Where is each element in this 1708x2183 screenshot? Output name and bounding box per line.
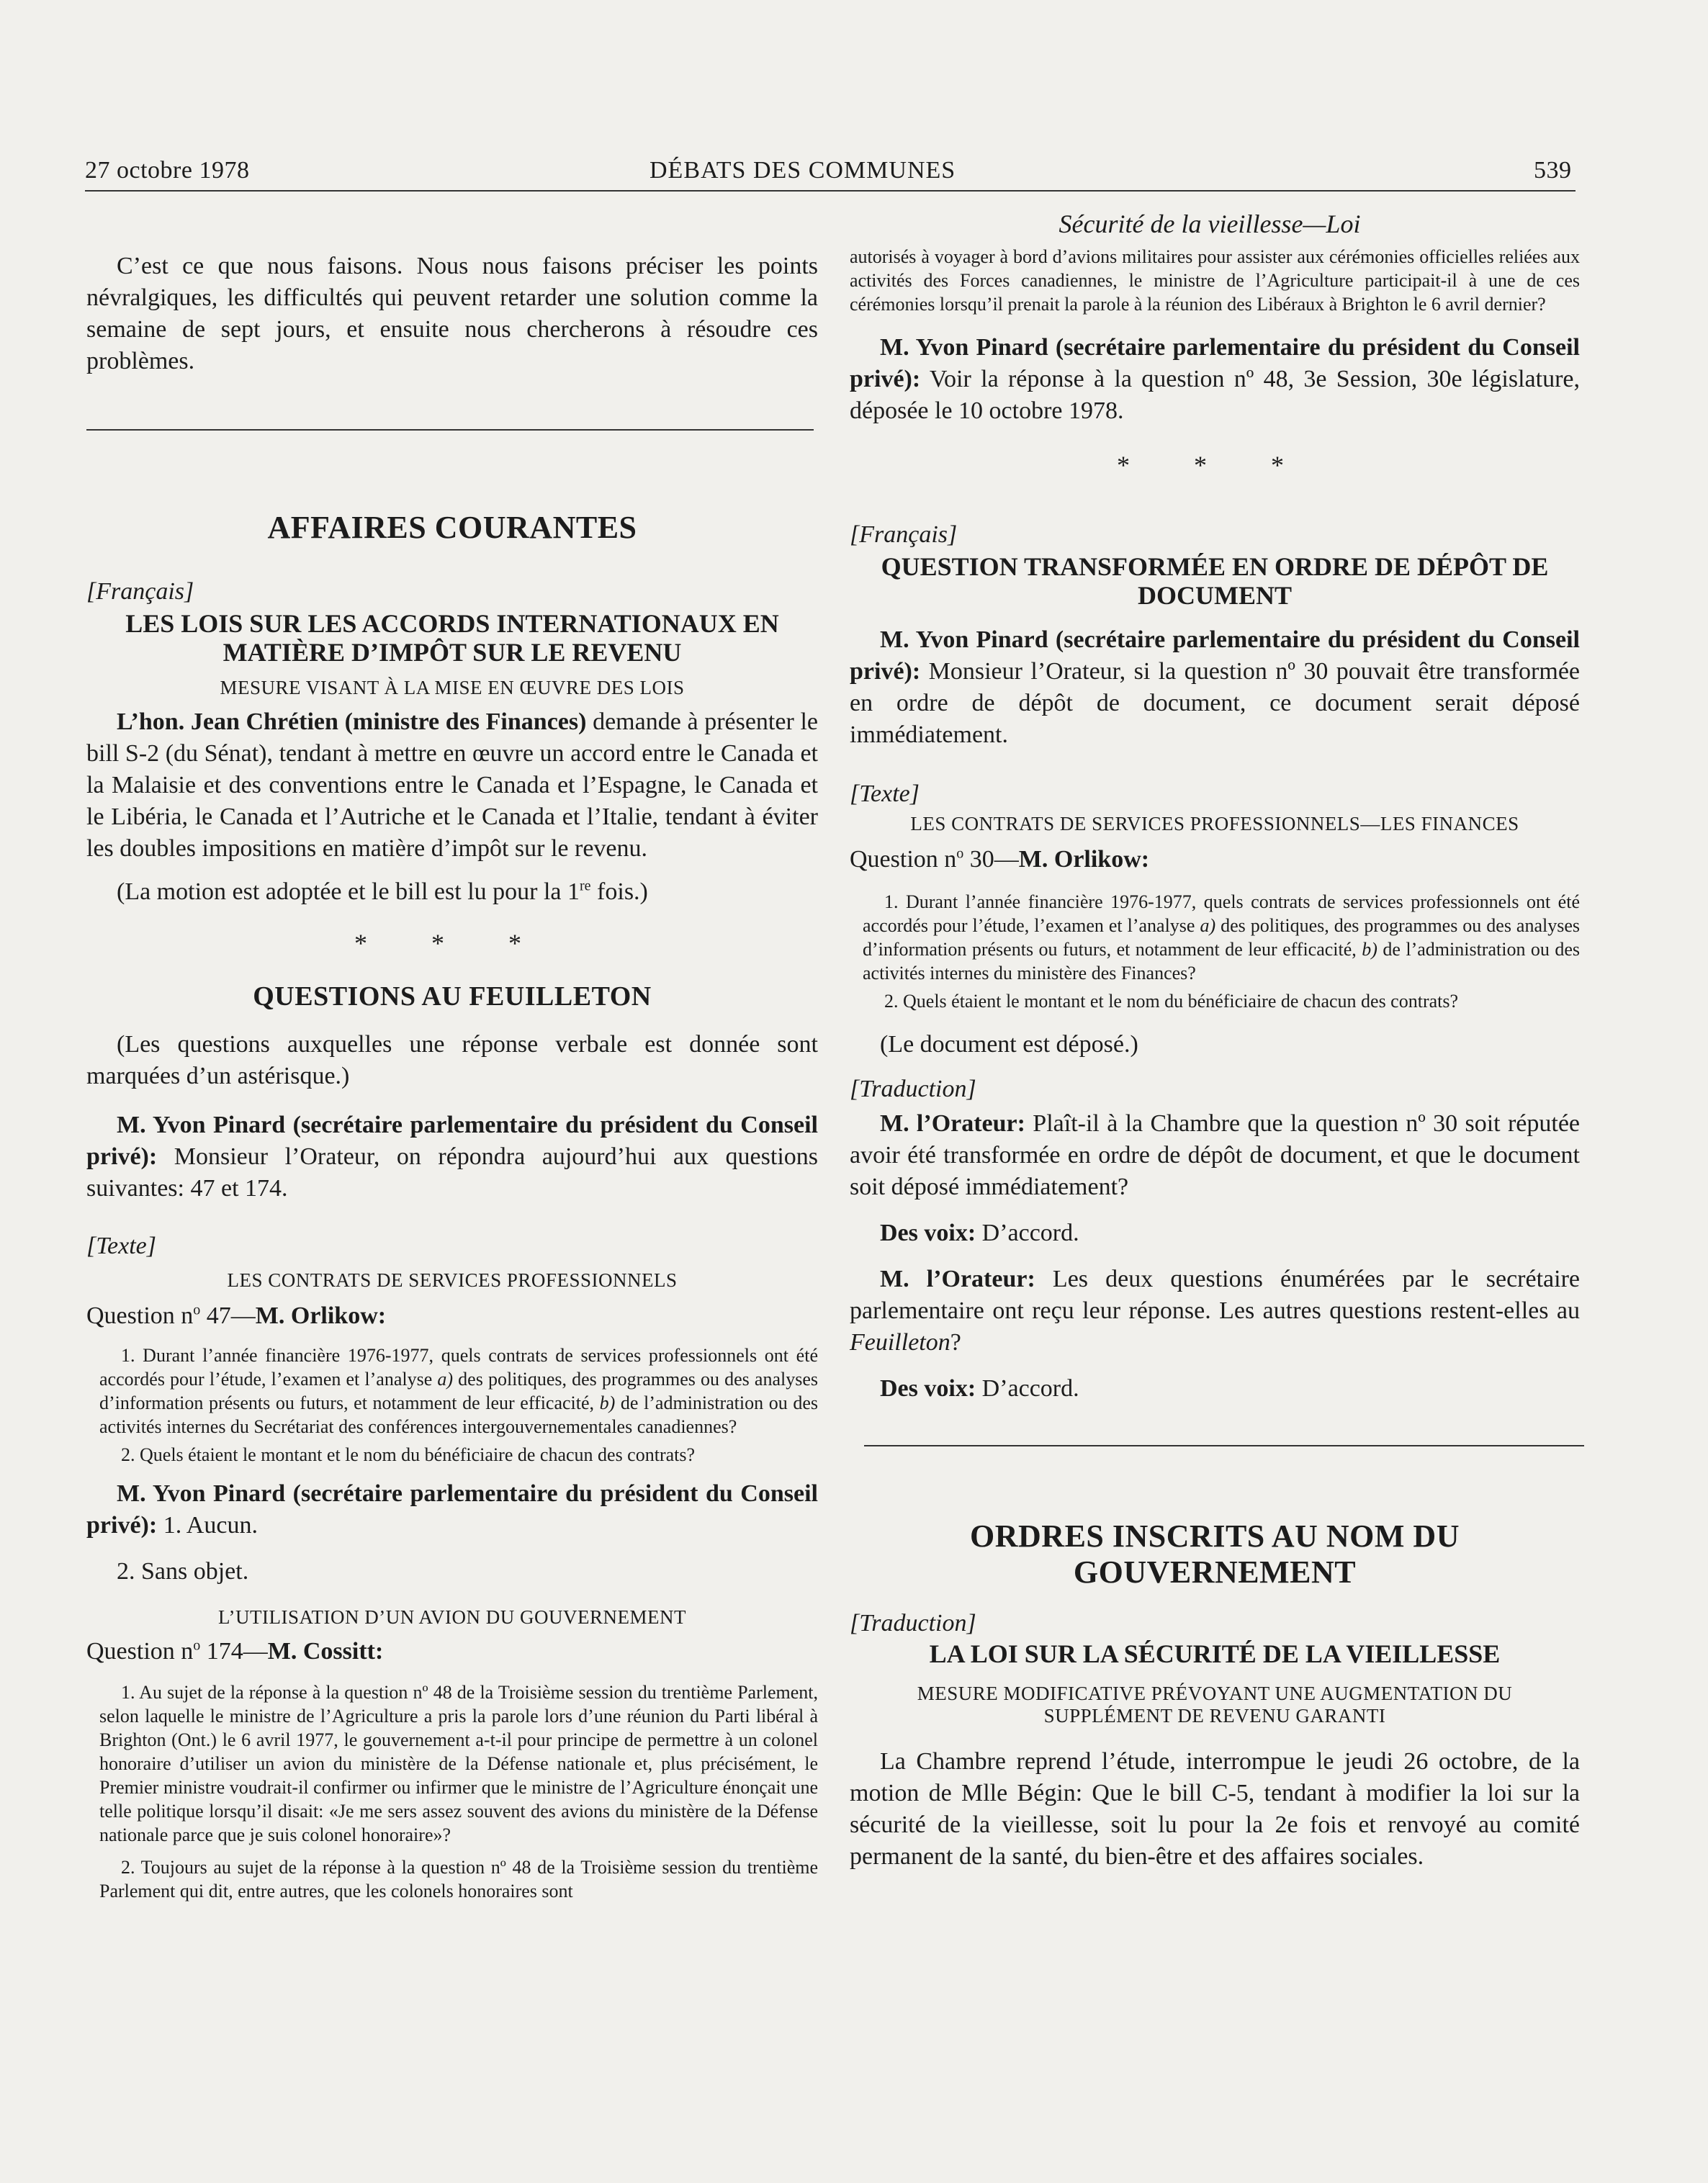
language-tag-traduction: [Traduction] [850, 1076, 976, 1102]
running-head: Sécurité de la vieillesse—Loi [1058, 210, 1361, 238]
orateur-paragraph-2: M. l’Orateur: Les deux questions énumérées par le secrétaire parlementaire ont reçu leur réponse. Les autres questions restent-elles au Feuilleton? [850, 1266, 1580, 1356]
questions-heading: QUESTIONS AU FEUILLETON [253, 981, 652, 1012]
motion-paragraph: (La motion est adoptée et le bill est lu pour la 1re fois.) [117, 878, 648, 905]
speaker-pinard: M. Yvon Pinard (secrétaire parlementaire du président du Conseil privé): [86, 1112, 818, 1170]
speaker-voix: Des voix: [880, 1220, 976, 1246]
language-tag-texte: [Texte] [86, 1233, 156, 1259]
question-174-heading: Question $n^o$ 174—M. Cossitt: [86, 1637, 384, 1665]
pinard-paragraph-3: M. Yvon Pinard (secrétaire parlementaire du président du Conseil privé): Voir la réponse à la question nº 48, 3e Session, 30e législature, déposée le 10 octobre 1978. [850, 334, 1580, 424]
orateur-paragraph-1: M. l’Orateur: Plaît-il à la Chambre que la question nº 30 soit réputée avoir été transformée en ordre de dépôt de document, et que le document soit déposé immédiatement? [850, 1110, 1580, 1200]
page-number: 539 [1534, 157, 1572, 184]
intro-paragraph: C’est ce que nous faisons. Nous nous faisons préciser les points névralgiques, les difficultés qui peuvent retarder une solution comme la semaine de sept jours, et ensuite nous chercherons à résoudre ces problèmes. [86, 253, 818, 374]
speaker-orateur: M. l’Orateur: [880, 1266, 1035, 1292]
right-column [850, 245, 1580, 1873]
questions-note: (Les questions auxquelles une réponse verbale est donnée sont marquées d’un astérisque.) [86, 1031, 818, 1089]
sans-objet-paragraph: 2. Sans objet. [117, 1558, 249, 1585]
contrats-heading: LES CONTRATS DE SERVICES PROFESSIONNELS [227, 1269, 678, 1291]
lois-heading: LES LOIS SUR LES ACCORDS INTERNATIONAUX EN MATIÈRE D’IMPÔT SUR LE REVENU [125, 609, 779, 667]
speaker-chretien: L’hon. Jean Chrétien (ministre des Finances) [117, 708, 587, 735]
pinard-paragraph-1: M. Yvon Pinard (secrétaire parlementaire du président du Conseil privé): Monsieur l’Orateur, on répondra aujourd’hui aux questions suivantes: 47 et 174. [86, 1112, 818, 1202]
question-30-heading: Question $n^o$ 30—M. Orlikow: [850, 845, 1150, 873]
language-tag-francais: [Français] [850, 521, 958, 548]
pinard-paragraph-2: M. Yvon Pinard (secrétaire parlementaire du président du Conseil privé): 1. Aucun. [86, 1480, 818, 1539]
contrats-finances-heading: LES CONTRATS DE SERVICES PROFESSIONNELS—LES FINANCES [910, 813, 1519, 834]
ordres-heading: ORDRES INSCRITS AU NOM DU GOUVERNEMENT [970, 1518, 1460, 1590]
affaires-courantes-heading: AFFAIRES COURANTES [267, 510, 637, 545]
question-30-part-2: 2. Quels étaient le montant et le nom du bénéficiaire de chacun des contrats? [884, 991, 1459, 1012]
language-tag-texte: [Texte] [850, 780, 920, 807]
question-47-heading: Question $n^o$ 47—M. Orlikow: [86, 1302, 387, 1329]
question-47-part-2: 2. Quels étaient le montant et le nom du bénéficiaire de chacun des contrats? [121, 1444, 696, 1465]
speaker-voix: Des voix: [880, 1375, 976, 1402]
header-date: 27 octobre 1978 [85, 157, 250, 184]
question-174-continued: autorisés à voyager à bord d’avions militaires pour assister aux cérémonies officielles reliées aux activités des Forces canadiennes, le ministre de l’Agriculture participait-il à une de ces cérémonies lorsqu’il prenait la parole à la réunion des Libéraux à Brighton le 6 avril dernier? [850, 246, 1580, 315]
voix-paragraph-2: Des voix: D’accord. [880, 1375, 1079, 1402]
header-rule [85, 190, 1576, 192]
speaker-pinard: M. Yvon Pinard (secrétaire parlementaire du président du Conseil privé): [86, 1480, 818, 1539]
speaker-pinard: M. Yvon Pinard (secrétaire parlementaire du président du Conseil privé): [850, 334, 1580, 392]
speaker-orateur: M. l’Orateur: [880, 1110, 1025, 1137]
question-30-part-1: 1. Durant l’année financière 1976-1977, quels contrats de services professionnels ont été accordés pour l’étude, l’examen et l’analyse a) des politiques, des programmes ou des analyses d’information présents ou futurs, et notamment de leur efficacité, b) de l’administration ou des activités internes du ministère des Finances? [863, 891, 1581, 984]
question-174-part-2: 2. Toujours au sujet de la réponse à la question nº 48 de la Troisième session du trentième Parlement qui dit, entre autres, que les colonels honoraires sont [99, 1857, 818, 1901]
left-column [86, 245, 818, 1903]
loi-securite-subheading: MESURE MODIFICATIVE PRÉVOYANT UNE AUGMENTATION DU SUPPLÉMENT DE REVENU GARANTI [917, 1683, 1513, 1727]
section-rule [86, 429, 814, 431]
chretien-paragraph: L’hon. Jean Chrétien (ministre des Finances) demande à présenter le bill S-2 (du Sénat), tendant à mettre en œuvre un accord entre le Canada et la Malaisie et des conventions entre le Canada et l’Espagne, le Canada et le Libéria, le Canada et l’Autriche et le Canada et l’Italie, tendant à éviter les doubles impositions en matière d’impôt sur le revenu. [86, 708, 818, 862]
language-tag-traduction: [Traduction] [850, 1610, 976, 1637]
section-separator-stars: * * * [1117, 451, 1313, 480]
section-rule [864, 1445, 1584, 1446]
question-47-part-1: 1. Durant l’année financière 1976-1977, quels contrats de services professionnels ont été accordés pour l’étude, l’examen et l’analyse a) des politiques, des programmes ou des analyses d’information présents ou futurs, et notamment de leur efficacité, b) de l’administration ou des activités internes du Secrétariat des conférences intergouvernementales canadiennes? [99, 1345, 818, 1437]
avion-heading: L’UTILISATION D’UN AVION DU GOUVERNEMENT [218, 1606, 686, 1628]
header-title: DÉBATS DES COMMUNES [650, 157, 956, 184]
question-transformee-heading: QUESTION TRANSFORMÉE EN ORDRE DE DÉPÔT DE DOCUMENT [881, 552, 1549, 610]
loi-securite-heading: LA LOI SUR LA SÉCURITÉ DE LA VIEILLESSE [929, 1639, 1501, 1668]
question-174-part-1: 1. Au sujet de la réponse à la question nº 48 de la Troisième session du trentième Parlement, selon laquelle le ministre de l’Agriculture a pris la parole lors d’une réunion du Parti libéral à Brighton (Ont.) le 6 avril 1977, le gouvernement a-t-il pour principe de permettre à un colonel honoraire d’utiliser un avion du ministère de la Défense nationale et, plus précisément, le Premier ministre voudrait-il confirmer ou infirmer que le ministre de l’Agriculture énonçait une telle politique lorsqu’il disait: «Je me sers assez souvent des avions du ministère de la Défense nationale parce que je suis colonel honoraire»? [99, 1682, 818, 1845]
speaker-pinard: M. Yvon Pinard (secrétaire parlementaire du président du Conseil privé): [850, 626, 1580, 685]
document-depose: (Le document est déposé.) [880, 1031, 1138, 1058]
chambre-paragraph: La Chambre reprend l’étude, interrompue le jeudi 26 octobre, de la motion de Mlle Bégin: Que le bill C-5, tendant à modifier la loi sur la sécurité de la vieillesse, soit lu pour la 2e fois et renvoyé au comité permanent de la santé, du bien-être et des affaires sociales. [850, 1748, 1580, 1870]
lois-subheading: MESURE VISANT À LA MISE EN ŒUVRE DES LOIS [220, 677, 685, 698]
voix-paragraph-1: Des voix: D’accord. [880, 1220, 1079, 1246]
language-tag-francais: [Français] [86, 578, 194, 605]
section-separator-stars: * * * [354, 929, 550, 958]
pinard-paragraph-4: M. Yvon Pinard (secrétaire parlementaire du président du Conseil privé): Monsieur l’Orateur, si la question nº 30 pouvait être transformée en ordre de dépôt de document, ce document serait déposé immédiatement. [850, 626, 1580, 748]
